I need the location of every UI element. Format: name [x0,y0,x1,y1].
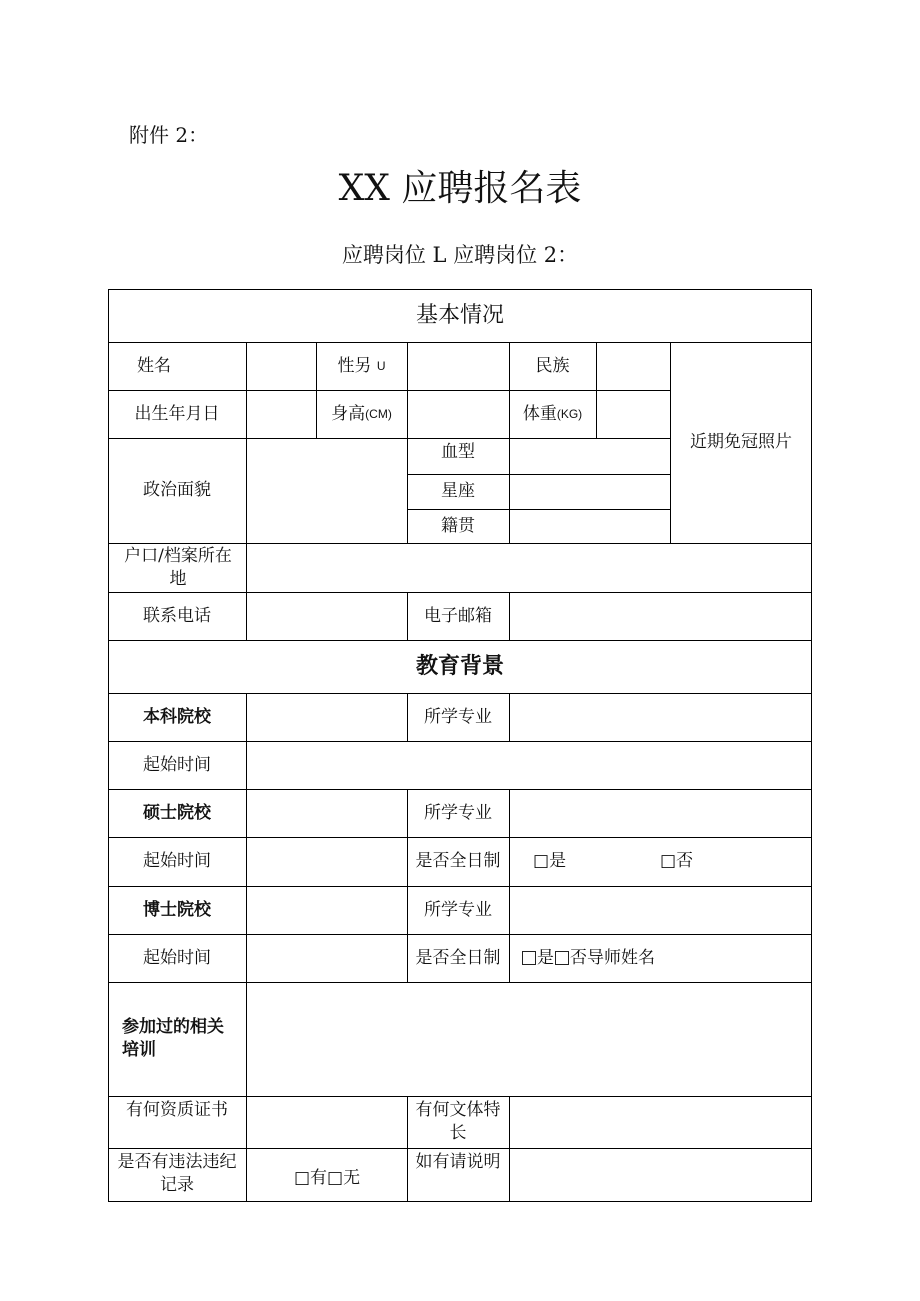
phd-yes-text: 是 [537,947,554,968]
master-start-time-field[interactable] [247,838,407,886]
phd-school-field[interactable] [247,887,407,934]
phd-start-time-label: 起始时间 [143,947,211,968]
master-no-text: 否 [676,851,694,871]
phd-fulltime-label: 是否全日制 [415,947,501,968]
weight-unit: (KG) [556,406,583,421]
phd-major-label: 所学专业 [424,899,492,920]
phd-yes-checkbox-icon[interactable] [522,951,536,965]
master-fulltime-no-option[interactable] [660,837,750,886]
master-major-label: 所学专业 [424,802,492,823]
bachelor-major-field[interactable] [510,694,811,741]
bachelor-major-label: 所学专业 [424,706,492,727]
phd-school-label: 博士院校 [143,899,211,920]
none-checkbox-icon[interactable]: □ [327,1167,344,1188]
none-text: 无 [343,1167,361,1188]
ethnicity-field[interactable] [597,343,670,390]
phd-no-text: 否 [570,947,587,968]
phd-major-field[interactable] [510,887,811,934]
checkbox-icon: □ [660,851,677,871]
gender-field[interactable] [408,343,509,390]
native-place-label: 籍贯 [441,515,475,536]
weight-field[interactable] [597,391,670,438]
master-fulltime-yes-option[interactable] [533,837,623,886]
form-title: XX 应聘报名表 [338,168,582,209]
name-field[interactable] [247,343,316,390]
bachelor-school-field[interactable] [247,694,407,741]
gender-mark: U [376,358,386,373]
birth-date-label: 出生年月日 [134,403,220,424]
blood-type-field[interactable] [510,439,670,474]
political-status-field[interactable] [247,439,407,543]
violation-options [247,1155,407,1201]
phone-label: 联系电话 [143,605,211,626]
phd-no-checkbox-icon[interactable] [555,951,569,965]
application-form-table [108,289,812,1202]
height-label-text: 身高 [331,403,366,424]
ethnicity-label: 民族 [535,355,570,376]
blood-type-label: 血型 [441,441,475,462]
email-label: 电子邮箱 [424,605,492,626]
violation-label: 是否有违法违纪记录 [117,1152,237,1195]
advisor-name-label: 导师姓名 [587,947,655,968]
email-field[interactable] [510,593,811,640]
phd-fulltime-options [521,934,791,982]
qualification-label: 有何资质证书 [126,1100,228,1120]
master-school-field[interactable] [247,790,407,837]
weight-label [509,390,596,438]
native-place-field[interactable] [510,510,670,543]
gender-label [316,342,407,390]
explain-field[interactable] [510,1149,811,1201]
attachment-label: 附件 2： [129,123,209,147]
qualification-field[interactable] [247,1097,407,1148]
height-field[interactable] [408,391,509,438]
talent-field[interactable] [510,1097,811,1148]
section-education: 教育背景 [415,654,504,679]
checkbox-icon: □ [533,851,550,871]
master-school-label: 硕士院校 [143,802,211,823]
have-text: 有 [310,1167,327,1188]
training-label: 参加过的相关培训 [122,1017,224,1060]
master-start-time-label: 起始时间 [143,851,211,871]
name-label: 姓名 [137,355,171,376]
height-unit: (CM) [365,406,392,421]
bachelor-start-time-field[interactable] [247,742,811,789]
talent-label: 有何文体特长 [415,1100,501,1143]
explain-label: 如有请说明 [415,1152,501,1172]
hukou-field[interactable] [247,544,811,592]
master-major-field[interactable] [510,790,811,837]
bachelor-start-time-label: 起始时间 [143,754,211,775]
photo-area[interactable]: 近期免冠照片 [690,432,792,452]
have-checkbox-icon[interactable]: □ [293,1167,310,1188]
bachelor-school-label: 本科院校 [143,706,211,727]
zodiac-field[interactable] [510,475,670,509]
position-line: 应聘岗位 L 应聘岗位 2： [341,243,579,267]
zodiac-label: 星座 [441,481,475,501]
political-status-label: 政治面貌 [143,480,211,500]
hukou-label: 户口/档案所在地 [124,545,232,589]
phone-field[interactable] [247,593,407,640]
birth-date-field[interactable] [247,391,316,438]
height-label [316,390,407,438]
phd-start-time-field[interactable] [247,935,407,982]
gender-label-text: 性另 [337,355,372,376]
master-fulltime-label: 是否全日制 [415,851,501,871]
section-basic-info: 基本情况 [415,303,504,328]
weight-label-text: 体重 [522,403,557,424]
master-yes-text: 是 [549,851,567,871]
training-field[interactable] [247,983,811,1096]
